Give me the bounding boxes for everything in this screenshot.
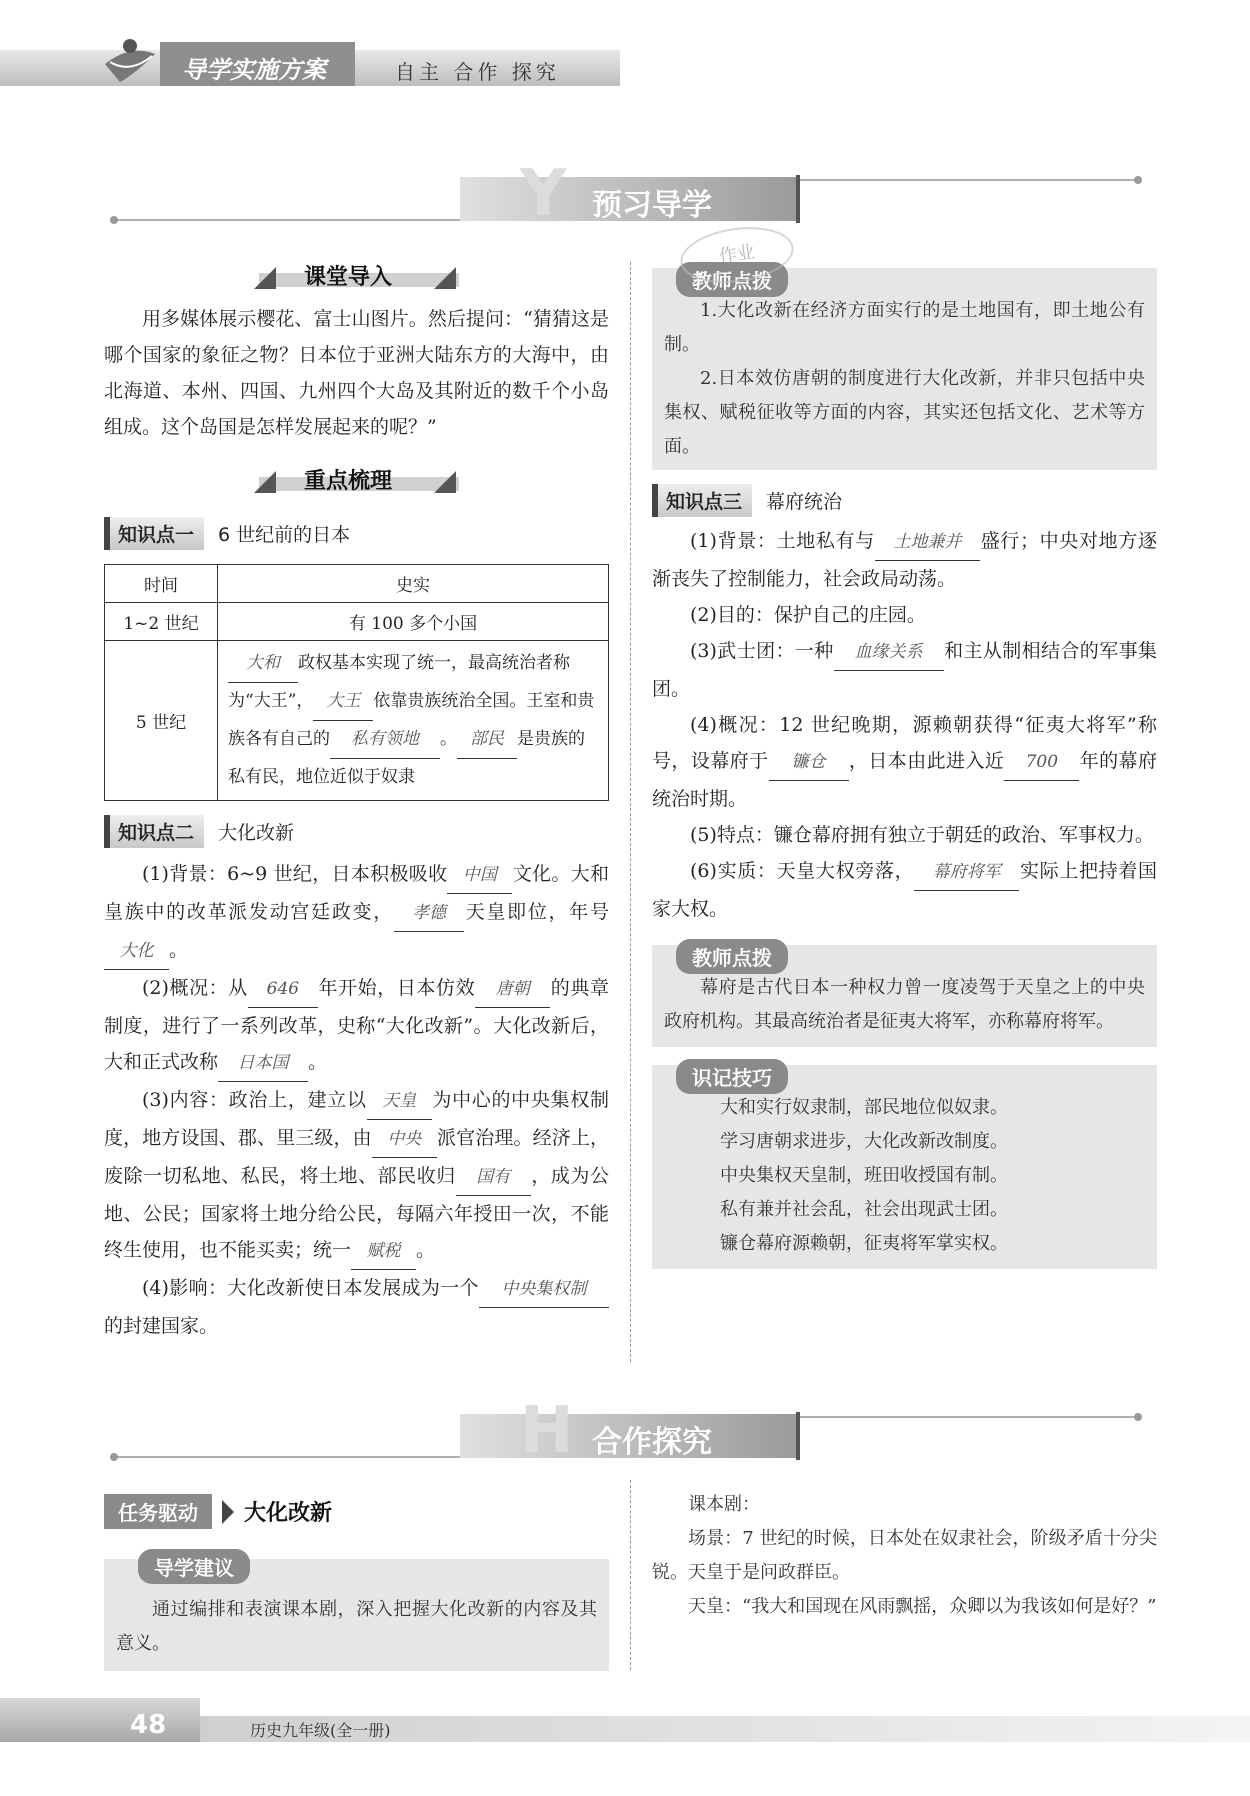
memory-tip (652, 1065, 1157, 1269)
table-text: 依靠贵族统治全国。王室和贵族各有自己的 (228, 691, 595, 749)
teacher-tip-1 (652, 268, 1157, 470)
suggest-text: 通过编排和表演课本剧，深入把握大化改新的内容及其意义。 (116, 1599, 597, 1654)
para-text: 年开始，日本仿效 (317, 977, 476, 999)
memory-tip-line: 大和实行奴隶制，部民地位似奴隶。 (720, 1097, 1008, 1118)
intro-heading-wrap (104, 255, 609, 295)
para-text: 文化。大和皇族中的改革派发动宫廷政变， (104, 863, 609, 923)
blank-answer: 幕府将军 (914, 854, 1019, 891)
kp2-p4 (104, 1270, 609, 1344)
para-text: (2)概况：从 (142, 977, 248, 999)
teacher-tip-2 (652, 945, 1157, 1047)
blank-answer: 部民 (457, 721, 517, 759)
section-preview-title: 预习导学 (592, 188, 712, 223)
blank-answer: 646 (248, 971, 318, 1008)
kp2-p2 (104, 970, 609, 1082)
drama-scene: 场景：7 世纪的时候，日本处在奴隶社会，阶级矛盾十分尖锐。天皇于是问政群臣。 (652, 1528, 1157, 1583)
kp3-title: 幕府统治 (766, 491, 843, 513)
table-text: 。 (440, 729, 457, 749)
section-cooperate-banner (0, 1394, 1250, 1468)
memory-tip-tag: 识记技巧 (676, 1059, 788, 1094)
page-footer (0, 1688, 1250, 1748)
blank-answer: 中央 (372, 1121, 437, 1158)
kp3-p5: (5)特点：镰仓幕府拥有独立于朝廷的政治、军事权力。 (690, 824, 1154, 846)
table-cell-time: 1~2 世纪 (105, 603, 218, 641)
blank-answer: 镰仓 (769, 744, 849, 781)
para-text: 。 (416, 1239, 436, 1261)
blank-answer: 日本国 (218, 1045, 308, 1082)
kp3-p1 (652, 523, 1157, 597)
section-preview-letter: Y (520, 157, 567, 231)
header-title: 导学实施方案 (182, 56, 326, 84)
drama-block (652, 1488, 1157, 1624)
keypoints-heading: 重点梳理 (304, 469, 393, 494)
memory-tip-line: 私有兼并社会乱，社会出现武士团。 (720, 1199, 1008, 1220)
memory-tip-line: 中央集权天皇制，班田收授国有制。 (720, 1165, 1008, 1186)
memory-tip-line: 镰仓幕府源赖朝，征夷将军掌实权。 (720, 1233, 1008, 1254)
triangle-right-icon (434, 471, 456, 493)
para-text: 派官治理。经济上，废除一切私地、私民，将土地、部民收归 (104, 1127, 609, 1187)
blank-answer: 大王 (313, 683, 373, 721)
teacher-tip-1-tag: 教师点拨 (676, 262, 788, 297)
section-cooperate-letter: H (520, 1394, 574, 1468)
kp3-p3 (652, 633, 1157, 707)
table-cell-time: 5 世纪 (105, 641, 218, 801)
para-text: 年的幕府统治时期。 (652, 750, 1157, 810)
triangle-right-icon (434, 267, 456, 289)
kp1-tag: 知识点一 (104, 517, 204, 550)
keypoints-heading-wrap (104, 459, 609, 499)
task-tag: 任务驱动 (104, 1494, 212, 1529)
para-text: 。 (169, 939, 189, 961)
blank-answer: 孝德 (394, 895, 464, 932)
reader-logo-icon (100, 34, 160, 86)
section-preview-banner (0, 157, 1250, 235)
suggest-box (104, 1556, 609, 1671)
kp2-heading (104, 815, 609, 848)
task-heading (104, 1494, 609, 1529)
para-text: ，成为公地、公民；国家将土地分给公民，每隔六年授田一次，不能终生使用，也不能买卖；统一 (104, 1165, 609, 1261)
book-title: 历史九年级(全一册) (250, 1721, 391, 1740)
para-text: (1)背景：土地私有与 (690, 530, 875, 552)
teacher-tip-1-line1: 1.大化改新在经济方面实行的是土地国有，即土地公有制。 (664, 300, 1145, 355)
teacher-tip-2-tag: 教师点拨 (676, 939, 788, 974)
kp2-tag: 知识点二 (104, 815, 204, 848)
blank-answer: 血缘关系 (834, 634, 944, 671)
triangle-left-icon (254, 267, 276, 289)
task-block (104, 1494, 609, 1671)
blank-answer: 天皇 (367, 1083, 432, 1120)
table-header-time: 时间 (105, 565, 218, 603)
para-text: (3)内容：政治上，建立以 (142, 1089, 367, 1111)
kp1-title: 6 世纪前的日本 (218, 524, 351, 546)
table-text: 是贵族的私有民，地位近似于奴隶 (228, 729, 585, 787)
intro-heading: 课堂导入 (304, 265, 393, 290)
teacher-tip-1-line2: 2.日本效仿唐朝的制度进行大化改新，并非只包括中央集权、赋税征收等方面的内容，其实还包括文化、艺术等方面。 (664, 368, 1145, 457)
table-cell-fact (218, 641, 609, 801)
triangle-left-icon (254, 471, 276, 493)
para-text: 盛行；中央对地方逐渐丧失了控制能力，社会政局动荡。 (652, 530, 1157, 590)
para-text: 实际上把持着国家大权。 (652, 860, 1157, 920)
kp1-heading (104, 517, 609, 550)
para-text: 。 (308, 1051, 328, 1073)
kp2-p3 (104, 1082, 609, 1270)
memory-tip-line: 学习唐朝求进步，大化改新改制度。 (720, 1131, 1008, 1152)
table-cell-fact: 有 100 多个小国 (218, 603, 609, 641)
drama-title: 课本剧： (688, 1494, 760, 1515)
kp3-p2: (2)目的：保护自己的庄园。 (690, 604, 926, 626)
para-text: 的典章制度，进行了一系列改革，史称“大化改新”。大化改新后，大和正式改称 (104, 977, 609, 1073)
para-text: 和主从制相结合的军事集团。 (652, 640, 1157, 700)
task-title: 大化改新 (244, 1501, 333, 1526)
teacher-tip-2-text: 幕府是古代日本一种权力曾一度凌驾于天皇之上的中央政府机构。其最高统治者是征夷大将军，亦称幕府将军。 (664, 977, 1145, 1032)
para-text: (6)实质：天皇大权旁落， (690, 860, 915, 882)
stamp-text: 作业 (717, 241, 757, 268)
right-column (652, 268, 1157, 1269)
blank-answer: 大和 (228, 645, 298, 683)
para-text: 为中心的中央集权制度，地方设国、郡、里三级，由 (104, 1089, 609, 1149)
kp3-p4 (652, 707, 1157, 817)
para-text: (1)背景：6~9 世纪，日本积极吸收 (142, 863, 448, 885)
para-text: (4)影响：大化改新使日本发展成为一个 (142, 1277, 479, 1299)
blank-answer: 私有领地 (330, 721, 440, 759)
table-header-fact: 史实 (218, 565, 609, 603)
para-text: ，日本由此进入近 (848, 750, 1005, 772)
para-text: (3)武士团：一种 (690, 640, 834, 662)
kp3-heading (652, 484, 1157, 517)
kp3-p6 (652, 853, 1157, 927)
blank-answer: 唐朝 (475, 971, 550, 1008)
kp2-title: 大化改新 (218, 822, 295, 844)
blank-answer: 国有 (456, 1159, 531, 1196)
kp1-table (104, 564, 609, 801)
blank-answer: 大化 (104, 933, 169, 970)
page-header (0, 34, 1250, 86)
drama-emperor: 天皇：“我大和国现在风雨飘摇，众卿以为我该如何是好？” (688, 1596, 1157, 1617)
blank-answer: 700 (1004, 744, 1079, 781)
caret-right-icon (220, 1498, 236, 1526)
para-text: 的封建国家。 (104, 1315, 219, 1337)
table-text: 政权基本实现了统一，最高统治者称为“大王”， (228, 653, 570, 711)
blank-answer: 土地兼并 (875, 524, 980, 561)
kp3-tag: 知识点三 (652, 484, 752, 517)
header-subtitle: 自主 合作 探究 (395, 60, 560, 84)
intro-text: 用多媒体展示樱花、富士山图片。然后提问：“猜猜这是哪个国家的象征之物？日本位于亚洲大陆东方的大海中，由北海道、本州、四国、九州四个大岛及其附近的数千个小岛组成。这个岛国是怎样发展起来的呢？” (104, 308, 609, 438)
left-column (104, 255, 609, 1344)
blank-answer: 赋税 (351, 1233, 416, 1270)
blank-answer: 中国 (447, 857, 512, 894)
kp2-p1 (104, 856, 609, 970)
blank-answer: 中央集权制 (479, 1271, 609, 1308)
page-number: 48 (130, 1710, 167, 1740)
section-cooperate-title: 合作探究 (592, 1425, 712, 1460)
para-text: (4)概况：12 世纪晚期，源赖朝获得“征夷大将军”称号，设幕府于 (652, 714, 1157, 772)
para-text: 天皇即位，年号 (463, 901, 609, 923)
suggest-tag: 导学建议 (138, 1549, 250, 1584)
